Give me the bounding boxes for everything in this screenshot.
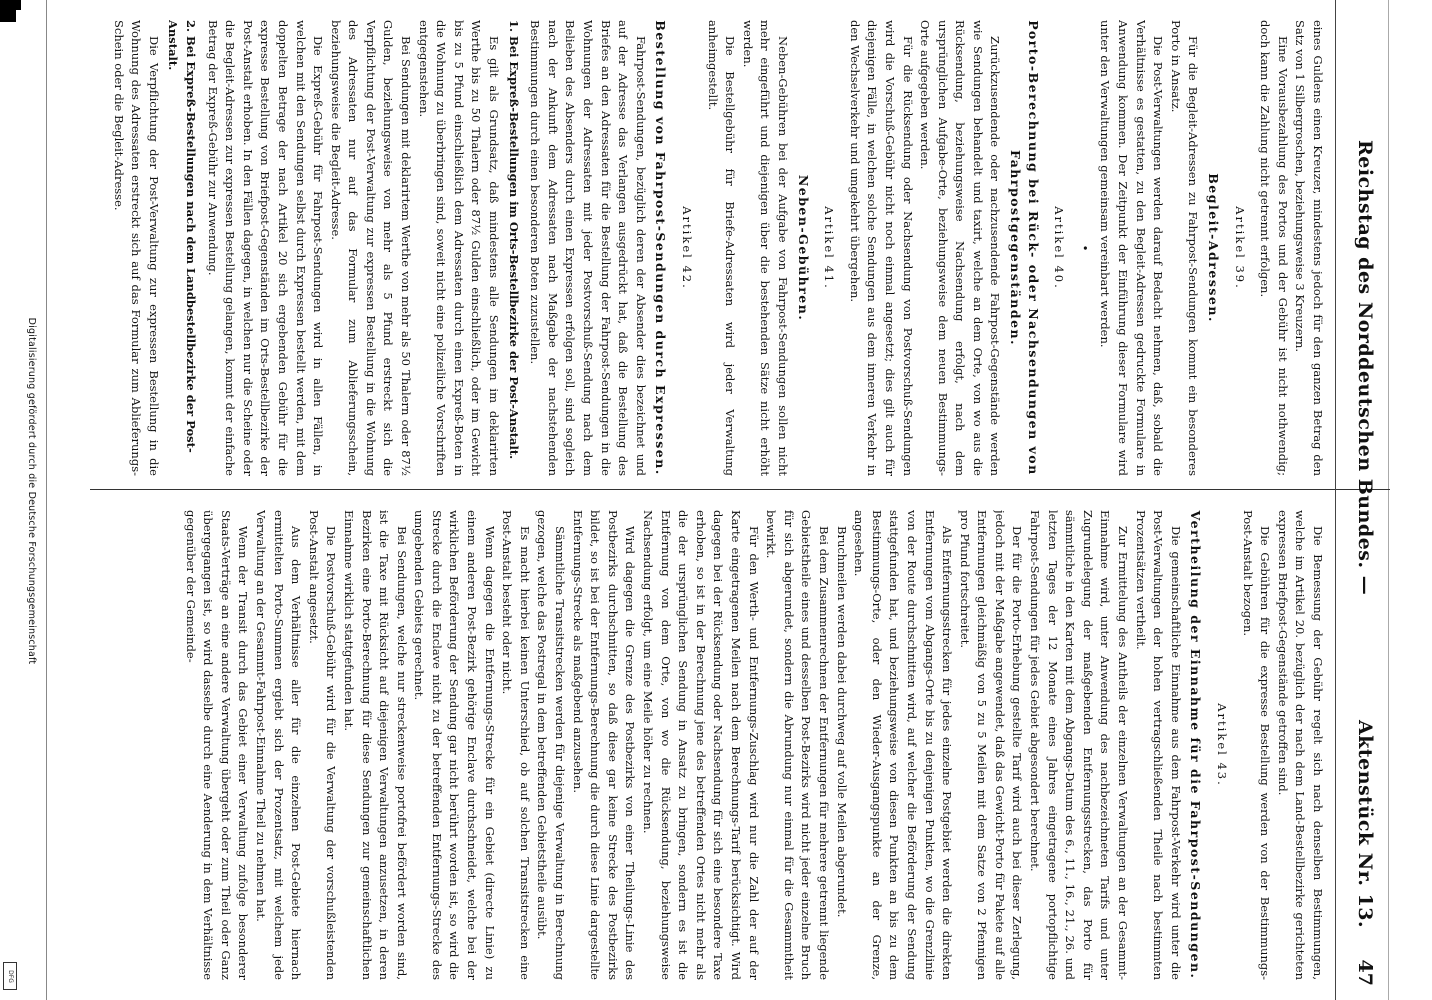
paragraph: Die Postvorschuß-Gebühr wird für die Verwaltung der vorschußleistenden Post-Anstalt angesetzt.	[306, 510, 339, 980]
paragraph: Die Expreß-Gebühr für Fahrpost-Sendungen wird in allen Fällen, in welchen mit den Sendungen selbst durch Expressen bestellt werden, mit dem doppelten Betrage der nach Artikel 20 sich ergebenden Gebühr für die expresse Bestellung von Briefpost-Gegenständen im Orts-Bestellbezirke der Post-Anstalt erhoben. In den Fällen dagegen, in welchen nur die Scheine oder die Begleit-Adressen zur expressen Bestellung gelangen, kommt der einfache Betrag der Expreß-Gebühr zur Anwendung.	[205, 20, 326, 476]
dfg-logo	[3, 962, 17, 990]
digitization-note: Digitalisierung gefördert durch die Deutsche Forschungsgemeinschaft	[26, 317, 37, 665]
paragraph: Die Bestellgebühr für Briefe-Adressaten wird jeder Verwaltung anheimgestellt.	[705, 20, 738, 476]
paragraph: Eine Vorausbezahlung des Portos und der Gebühr ist nicht nothwendig; doch kann die Zahlung nicht getrennt erfolgen.	[1258, 20, 1290, 476]
section-subheading: 1. Bei Expreß-Bestellungen im Orts-Bestellbezirke der Post-Anstalt.	[506, 20, 521, 460]
article-title: Vertheilung der Einnahme für die Fahrpost-Sendungen.	[1188, 510, 1204, 980]
header-document-number: Aktenstück Nr. 13.	[1354, 720, 1376, 929]
article-title: Begleit-Adressen.	[1206, 173, 1222, 323]
paragraph: Die Bemessung der Gebühr regelt sich nach denselben Bestimmungen, welche im Artikel 20. bezüglich der nach dem Land-Bestellbezirke gerichteten expressen Briefpost-Gegenstände getroffen sind.	[1275, 510, 1325, 980]
header-title: Reichstag des Norddeutschen Bundes. —	[1354, 140, 1376, 596]
margin-rule-left	[46, 0, 47, 1000]
paragraph: Wird dagegen die Grenze des Postbezirks von einer Theilungs-Linie des Postbezirks durchschnitten, so daß diese gar keine Strecke des Postbezirks bildet, so ist bei der Entfernungs-Berechnung die durch diese Linie dargestellte Entfernungs-Strecke als maßgebend anzusehen.	[570, 510, 638, 980]
dfg-logo-text: DFG	[6, 969, 14, 983]
left-column	[76, 20, 1326, 476]
paragraph: Die Post-Verwaltungen werden darauf Bedacht nehmen, daß, sobald die Verhältnisse es gestatten, zu den Begleit-Adressen gedruckte Formulare in Anwendung kommen. Der Zeitpunkt der Einführung dieser Formulare wird unter den Verwaltungen gemeinsam vereinbart werden.	[1098, 20, 1166, 476]
paragraph: Bei dem Zusammenrechnen der Entfernungen für mehrere getrennt liegende Gebietstheile eines und desselben Post-Bezirks wird nicht jeder einzelne Bruch für sich abgerundet, sondern die Abrundung nur einmal für die Gesammtheit bewirkt.	[764, 510, 831, 980]
paragraph: Für die Rücksendung oder Nachsendung von Postvorschuß-Sendungen wird die Vorschuß-Gebühr nicht noch einmal angesetzt; dies gilt auch für diejenigen Fälle, in welchen solche Sendungen aus dem inneren Verkehr in den Wechselverkehr und umgekehrt übergehen.	[847, 20, 915, 476]
page-number: 47	[1354, 959, 1376, 986]
scan-corner-mark	[0, 0, 16, 22]
ornament-dot: •	[1077, 244, 1092, 252]
paragraph: Für den Werth- und Entfernungs-Zuschlag wird nur die Zahl der auf der Karte eingetragenen Meilen nach dem Berechnungs-Tarif berücksichtigt. Wird dagegen bei der Rücksendung oder Nachsendung für sich eine besondere Taxe erhoben, so ist in der Berechnung jene des betreffenden Ortes nicht mehr als die der ursprünglichen Sendung in Ansatz zu bringen, sondern es ist die Entfernung von dem Orte, von wo die Rücksendung, beziehungsweise Nachsendung erfolgt, um eine Meile höher zu rechnen.	[641, 510, 761, 980]
paragraph: Die gemeinschaftliche Einnahme aus dem Fahrpost-Verkehr wird unter die Post-Verwaltungen der hohen vertragschließenden Theile nach bestimmten Prozentsätzen vertheilt.	[1133, 510, 1183, 980]
right-column	[76, 510, 1326, 980]
paragraph: Die Verpflichtung der Post-Verwaltung zur expressen Bestellung in die Wohnung des Adressaten erstreckt sich auf das Formular zum Ablieferungs-Schein oder die Begleit-Adresse.	[111, 20, 161, 476]
paragraph: Wenn dagegen die Entfernungs-Strecke für ein Gebiet (directe Linie) zu einem anderen Post-Bezirk gehörige Enclave durchschneidet, welche bei der wirklichen Beförderung der Sendung gar nicht berührt worden ist, so wird die Strecke durch die Enclave nicht zu der betreffenden Entfernungs-Strecke des umgebenden Gebiets gerechnet.	[412, 510, 497, 980]
paragraph: Bruchmeilen werden dabei durchweg auf volle Meilen abgerundet.	[834, 526, 849, 918]
rotated-page	[60, 0, 1390, 1000]
page-header	[1335, 0, 1386, 1000]
article-label: Artikel 41.	[822, 206, 837, 290]
paragraph: Bei Sendungen mit deklarirtem Werthe von mehr als 50 Thalern oder 87½ Gulden, beziehungsweise von mehr als 5 Pfund erstreckt sich die Verpflichtung der Post-Verwaltung zur expressen Bestellung in die Wohnung des Adressaten nur auf das Formular zum Ablieferungsschein, beziehungsweise die Begleit-Adresse.	[328, 20, 414, 476]
paragraph: Als Entfernungsstrecken für jedes einzelne Postgebiet werden die direkten Entfernungen vom Abgangs-Orte bis zu denjenigen Punkten, wo die Grenzlinie von der Route durchschnitten wird, auf welcher die Beförderung der Sendung stattgefunden hat, und beziehungsweise von diesen Punkten an bis zu dem Bestimmungs-Orte, oder den Wieder-Ausgangspunkte an der Grenze, angesehen.	[852, 510, 955, 980]
paragraph: Wenn der Transit durch das Gebiet einer Verwaltung zufolge besonderer Staats-Verträge an eine andere Verwaltung übergeht oder zum Theil oder Ganz übergegangen ist, so wird dasselbe durch eine Aenderung in dem Verhältnisse gegenüber der Gemeinde-	[183, 510, 251, 980]
paragraph: Fahrpost-Sendungen, bezüglich deren der Absender dies bezeichnet und auf der Adresse das Verlangen ausgedrückt hat, daß die Bestellung des Briefes an den Adressaten für die Bestellung der Fahrpost-Sendungen in die Wohnungen der Adressaten mit jeder Postvorschuß-Sendung nach dem Belieben des Absenders durch einen Expressen erfolgen soll, sind sogleich nach der Ankunft dem Adressaten nach Maßgabe der nachstehenden Bestimmungen durch einen besonderen Boten zuzustellen.	[528, 20, 648, 476]
article-label: Artikel 43.	[1215, 703, 1230, 787]
paragraph: Bei Sendungen, welche nur streckenweise portofrei befördert worden sind, ist die Taxe mit Rücksicht auf diejenigen Verwaltungen anzusetzen, in deren Bezirken eine Porto-Berechnung für diese Sendungen zur gemeinschaftlichen Einnahme wirklich stattgefunden hat.	[341, 510, 409, 980]
paragraph: Die Gebühren für die expresse Bestellung werden von der Bestimmungs-Post-Anstalt bezogen.	[1240, 510, 1273, 980]
section-subheading: 2. Bei Expreß-Bestellungen nach dem Landbestellbezirke der Post-Anstalt.	[166, 20, 198, 453]
paragraph: Sämmtliche Transitstrecken werden für diejenige Verwaltung in Berechnung gezogen, welche das Postregal in dem betreffenden Gebietstheile ausübt.	[535, 510, 568, 980]
paragraph: Es gilt als Grundsatz, daß mindestens alle Sendungen im deklarirten Werthe bis zu 50 Thalern oder 87½ Gulden einschließlich, oder im Gewicht bis zu 5 Pfund einschließlich dem Adressaten durch einen Expreß-Boten in die Wohnung zu überbringen sind, soweit nicht eine polizeiliche Vorschriften entgegenstehen.	[416, 20, 502, 476]
paragraph: Zur Ermittelung des Antheils der einzelnen Verwaltungen an der Gesammt-Einnahme wird, unter Anwendung des nachbezeichneten Tarifs und unter Zugrundelegung der maßgebenden Entfernungsstrecken, das Porto für sämmtliche in den Karten mit dem Abgangs-Datum des 6., 11., 16., 21., 26. und letzten Tages der 12 Monate eines Jahres eingetragene portopflichtige Fahrpost-Sendungen für jedes Gebiet abgesondert berechnet.	[1028, 510, 1131, 980]
paragraph: Zurückzusendende oder nachzusendende Fahrpost-Gegenstände werden wie Sendungen behandelt und taxirt, welche an dem Orte, von wo aus die Rücksendung, beziehungsweise Nachsendung erfolgt, nach dem ursprünglichen Aufgabe-Orte, beziehungsweise dem neuen Bestimmungs-Orte aufgegeben werden.	[918, 20, 1003, 476]
article-label: Artikel 42.	[680, 206, 694, 290]
paragraph: Für die Begleit-Adressen zu Fahrpost-Sendungen kommt ein besonderes Porto in Ansatz.	[1168, 20, 1201, 476]
article-label: Artikel 39.	[1232, 206, 1247, 290]
scan-corner-mark-small	[16, 0, 21, 10]
paragraph: Der für die Porto-Erhebung gestellte Tarif wird auch bei dieser Zerlegung, jedoch mit der Maßgabe angewendet, daß das Gewicht-Porto für Pakete auf alle Entfernungen gleichmäßig von 5 zu 5 Meilen mit dem Satze von 2 Pfennigen pro Pfund fortschreitet.	[957, 510, 1025, 980]
article-title: Porto-Berechnung bei Rück- oder Nachsendungen von Fahrpostgegenständen.	[1008, 20, 1041, 476]
paragraph: Es macht hierbei keinen Unterschied, ob auf solchen Transitstrecken eine Post-Anstalt besteht oder nicht.	[500, 510, 532, 980]
article-label: Artikel 40.	[1052, 206, 1067, 290]
paragraph: eines Guldens einen Kreuzer, mindestens jedoch für den ganzen Betrag den Satz von 1 Silbergroschen, beziehungsweise 3 Kreuzern.	[1293, 20, 1325, 476]
article-title: Neben-Gebühren.	[795, 174, 811, 322]
article-title: Bestellung von Fahrpost-Sendungen durch Expressen.	[653, 20, 669, 476]
paragraph: Aus dem Verhältnisse aller für die einzelnen Post-Gebiete hiernach ermittelten Porto-Summen ergiebt sich der Prozentsatz, mit welchem jede Verwaltung an der Gesammt-Fahrpost-Einnahme Theil zu nehmen hat.	[253, 510, 304, 980]
paragraph: Neben-Gebühren bei der Aufgabe von Fahrpost-Sendungen sollen nicht mehr eingeführt und diejenigen über die bestehenden Sätze nicht erhöht werden.	[740, 20, 790, 476]
